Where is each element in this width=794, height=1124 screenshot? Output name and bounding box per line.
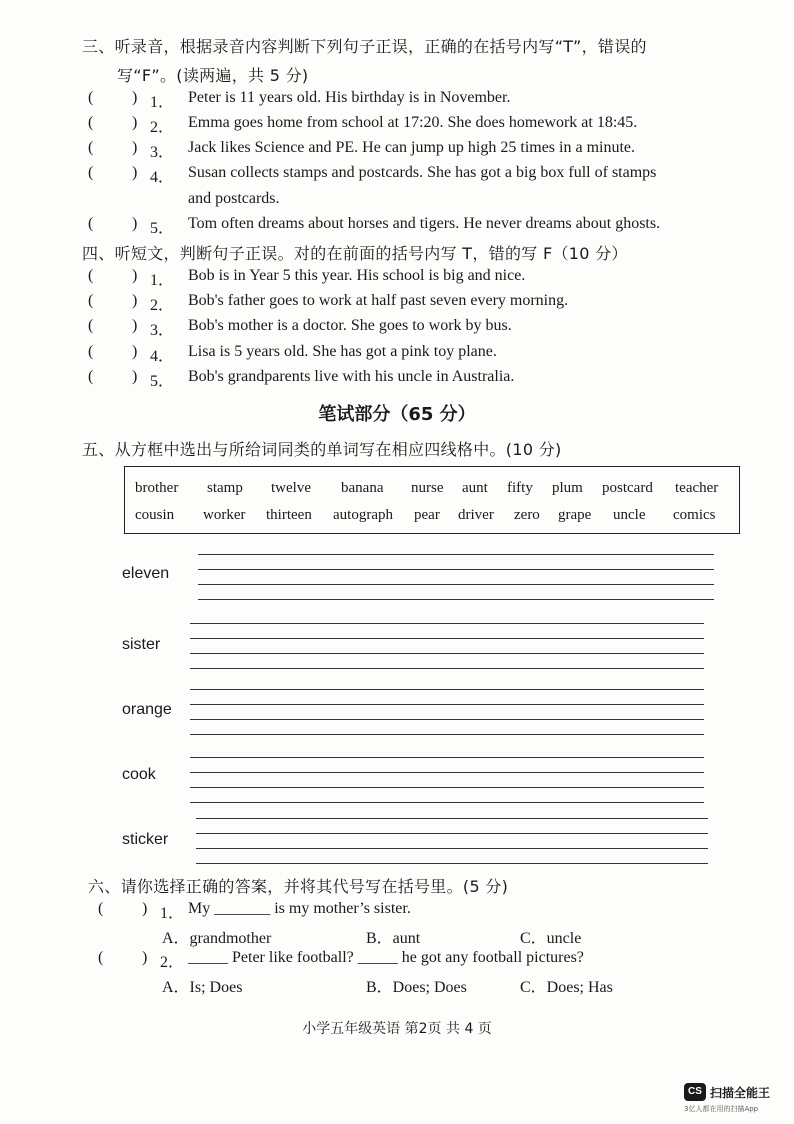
item-text: Lisa is 5 years old. She has got a pink toy plane. <box>188 343 497 360</box>
section3-heading-cont: 写“F”。(读两遍，共 5 分) <box>117 66 309 85</box>
section4-heading: 四、听短文，判断句子正误。对的在前面的括号内写 T，错的写 F（10 分） <box>82 244 628 263</box>
option-a: A．Is; Does <box>162 979 243 996</box>
item-text: Bob's mother is a doctor. She goes to work by bus. <box>188 317 512 334</box>
box-word: postcard <box>602 480 653 496</box>
box-word: comics <box>673 507 716 523</box>
box-word: pear <box>414 507 440 523</box>
s6-question-1 <box>98 900 658 922</box>
box-word: banana <box>341 480 384 496</box>
answer-paren-close: ) <box>132 292 138 309</box>
s3-item-3 <box>88 139 728 161</box>
box-word: teacher <box>675 480 719 496</box>
option-a: A．grandmother <box>162 930 272 947</box>
answer-paren-close: ) <box>132 164 138 181</box>
s3-item-4-cont: and postcards. <box>188 190 280 207</box>
s3-item-5 <box>88 215 728 237</box>
camscanner-logo: CS <box>684 1083 706 1101</box>
box-word: plum <box>552 480 583 496</box>
answer-paren-close: ) <box>142 900 148 917</box>
option-b: B．Does; Does <box>366 979 467 996</box>
item-text: Jack likes Science and PE. He can jump up high 25 times in a minute. <box>188 139 636 156</box>
item-text: Tom often dreams about horses and tigers. He never dreams about ghosts. <box>188 215 661 232</box>
answer-paren-open[interactable]: ( <box>98 949 104 966</box>
s4-item-2 <box>88 292 728 314</box>
answer-paren-open[interactable]: ( <box>88 215 94 232</box>
box-word: autograph <box>333 507 393 523</box>
four-line-grid[interactable] <box>198 554 714 602</box>
s4-item-4 <box>88 343 728 365</box>
section6-heading: 六、请你选择正确的答案，并将其代号写在括号里。(5 分) <box>88 877 509 896</box>
answer-paren-close: ) <box>132 368 138 385</box>
s4-item-5 <box>88 368 728 390</box>
answer-paren-close: ) <box>132 343 138 360</box>
s4-item-1 <box>88 267 728 289</box>
item-number: 1． <box>150 94 175 111</box>
grid-label-orange: orange <box>122 701 172 718</box>
answer-paren-close: ) <box>132 139 138 156</box>
box-word: twelve <box>271 480 311 496</box>
box-word: fifty <box>507 480 533 496</box>
four-line-grid[interactable] <box>190 757 704 805</box>
answer-paren-open[interactable]: ( <box>88 89 94 106</box>
item-text: Bob's grandparents live with his uncle in Australia. <box>188 368 515 385</box>
s3-item-4 <box>88 164 728 186</box>
item-text: Susan collects stamps and postcards. She has got a big box full of stamps <box>188 164 657 181</box>
item-number: 2． <box>150 119 175 136</box>
answer-paren-open[interactable]: ( <box>88 292 94 309</box>
answer-paren-open[interactable]: ( <box>88 267 94 284</box>
box-word: grape <box>558 507 592 523</box>
watermark-tagline: 3亿人都在用的扫描App <box>684 1105 759 1113</box>
page-footer: 小学五年级英语 第2页 共 4 页 <box>302 1021 492 1037</box>
answer-paren-open[interactable]: ( <box>88 368 94 385</box>
four-line-grid[interactable] <box>190 689 704 737</box>
item-number: 4． <box>150 169 175 186</box>
grid-label-eleven: eleven <box>122 565 170 582</box>
item-number: 3． <box>150 144 175 161</box>
box-word: cousin <box>135 507 175 523</box>
item-text: My _______ is my mother’s sister. <box>188 900 411 917</box>
four-line-grid[interactable] <box>196 818 708 866</box>
section3-heading: 三、听录音，根据录音内容判断下列句子正误，正确的在括号内写“T”，错误的 <box>82 37 647 56</box>
answer-paren-open[interactable]: ( <box>88 317 94 334</box>
box-word: thirteen <box>266 507 312 523</box>
answer-paren-open[interactable]: ( <box>88 139 94 156</box>
item-number: 2． <box>150 297 175 314</box>
written-part-title: 笔试部分（65 分） <box>318 404 476 425</box>
option-c: C．uncle <box>520 930 582 947</box>
option-b: B．aunt <box>366 930 421 947</box>
item-text: Bob's father goes to work at half past seven every morning. <box>188 292 569 309</box>
answer-paren-close: ) <box>132 317 138 334</box>
item-number: 1． <box>150 272 175 289</box>
box-word: driver <box>458 507 494 523</box>
answer-paren-open[interactable]: ( <box>88 164 94 181</box>
four-line-grid[interactable] <box>190 623 704 671</box>
box-word: brother <box>135 480 179 496</box>
answer-paren-close: ) <box>142 949 148 966</box>
item-text: Emma goes home from school at 17:20. She does homework at 18:45. <box>188 114 638 131</box>
grid-label-sticker: sticker <box>122 831 169 848</box>
grid-label-cook: cook <box>122 766 156 783</box>
word-box <box>124 466 740 534</box>
s6-question-2 <box>98 949 658 971</box>
answer-paren-open[interactable]: ( <box>98 900 104 917</box>
option-c: C．Does; Has <box>520 979 613 996</box>
box-word: worker <box>203 507 246 523</box>
watermark-app-name: 扫描全能王 <box>710 1086 771 1100</box>
box-word: stamp <box>207 480 243 496</box>
item-number: 4． <box>150 348 175 365</box>
item-number: 2． <box>160 954 185 971</box>
answer-paren-close: ) <box>132 215 138 232</box>
s3-item-1 <box>88 89 728 111</box>
box-word: zero <box>514 507 540 523</box>
section5-heading: 五、从方框中选出与所给词同类的单词写在相应四线格中。(10 分) <box>82 440 562 459</box>
item-number: 5． <box>150 373 175 390</box>
item-number: 5． <box>150 220 175 237</box>
box-word: uncle <box>613 507 646 523</box>
item-text: Bob is in Year 5 this year. His school is big and nice. <box>188 267 526 284</box>
box-word: aunt <box>462 480 488 496</box>
answer-paren-close: ) <box>132 89 138 106</box>
item-text: Peter is 11 years old. His birthday is in November. <box>188 89 511 106</box>
answer-paren-close: ) <box>132 267 138 284</box>
grid-label-sister: sister <box>122 636 161 653</box>
s3-item-2 <box>88 114 728 136</box>
item-number: 1． <box>160 905 185 922</box>
box-word: nurse <box>411 480 444 496</box>
answer-paren-open[interactable]: ( <box>88 114 94 131</box>
item-text: _____ Peter like football? _____ he got any football pictures? <box>188 949 584 966</box>
answer-paren-close: ) <box>132 114 138 131</box>
answer-paren-open[interactable]: ( <box>88 343 94 360</box>
item-number: 3． <box>150 322 175 339</box>
s4-item-3 <box>88 317 728 339</box>
